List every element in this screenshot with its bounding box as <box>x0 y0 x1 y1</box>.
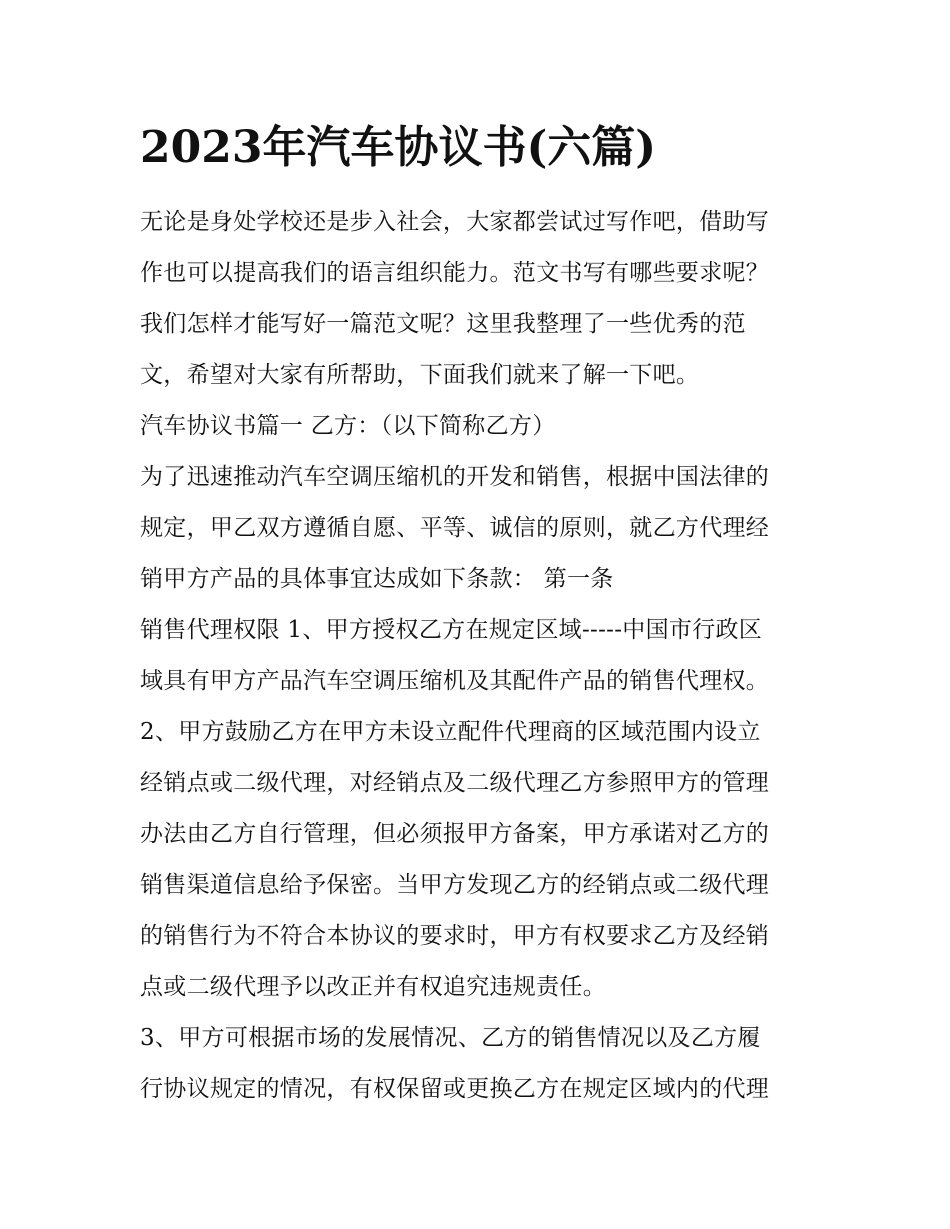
body-line: 我们怎样才能写好一篇范文呢？这里我整理了一些优秀的范 <box>140 311 746 337</box>
body-line: 3、甲方可根据市场的发展情况、乙方的销售情况以及乙方履 <box>140 1025 761 1051</box>
body-line: 无论是身处学校还是步入社会，大家都尝试过写作吧，借助写 <box>140 209 770 235</box>
body-line: 销售代理权限 1、甲方授权乙方在规定区域-----中国市行政区 <box>140 617 763 643</box>
document-title: 2023年汽车协议书(六篇) <box>140 122 657 173</box>
body-line: 的销售行为不符合本协议的要求时，甲方有权要求乙方及经销 <box>140 923 770 949</box>
section-heading-line: 汽车协议书篇一 乙方：（以下简称乙方） <box>140 413 556 439</box>
body-line: 域具有甲方产品汽车空调压缩机及其配件产品的销售代理权。 <box>140 668 770 694</box>
body-line: 2、甲方鼓励乙方在甲方未设立配件代理商的区域范围内设立 <box>140 719 761 745</box>
body-line: 经销点或二级代理，对经销点及二级代理乙方参照甲方的管理 <box>140 770 770 796</box>
body-line: 办法由乙方自行管理，但必须报甲方备案，甲方承诺对乙方的 <box>140 821 770 847</box>
body-line: 为了迅速推动汽车空调压缩机的开发和销售，根据中国法律的 <box>140 464 770 490</box>
body-line: 规定，甲乙双方遵循自愿、平等、诚信的原则，就乙方代理经 <box>140 515 770 541</box>
body-line: 销甲方产品的具体事宜达成如下条款： 第一条 <box>140 566 614 592</box>
body-line: 点或二级代理予以改正并有权追究违规责任。 <box>140 974 606 1000</box>
body-line: 作也可以提高我们的语言组织能力。范文书写有哪些要求呢？ <box>140 260 770 286</box>
body-line: 销售渠道信息给予保密。当甲方发现乙方的经销点或二级代理 <box>140 872 770 898</box>
body-line: 文，希望对大家有所帮助，下面我们就来了解一下吧。 <box>140 362 700 388</box>
body-line: 行协议规定的情况，有权保留或更换乙方在规定区域内的代理 <box>140 1076 770 1102</box>
